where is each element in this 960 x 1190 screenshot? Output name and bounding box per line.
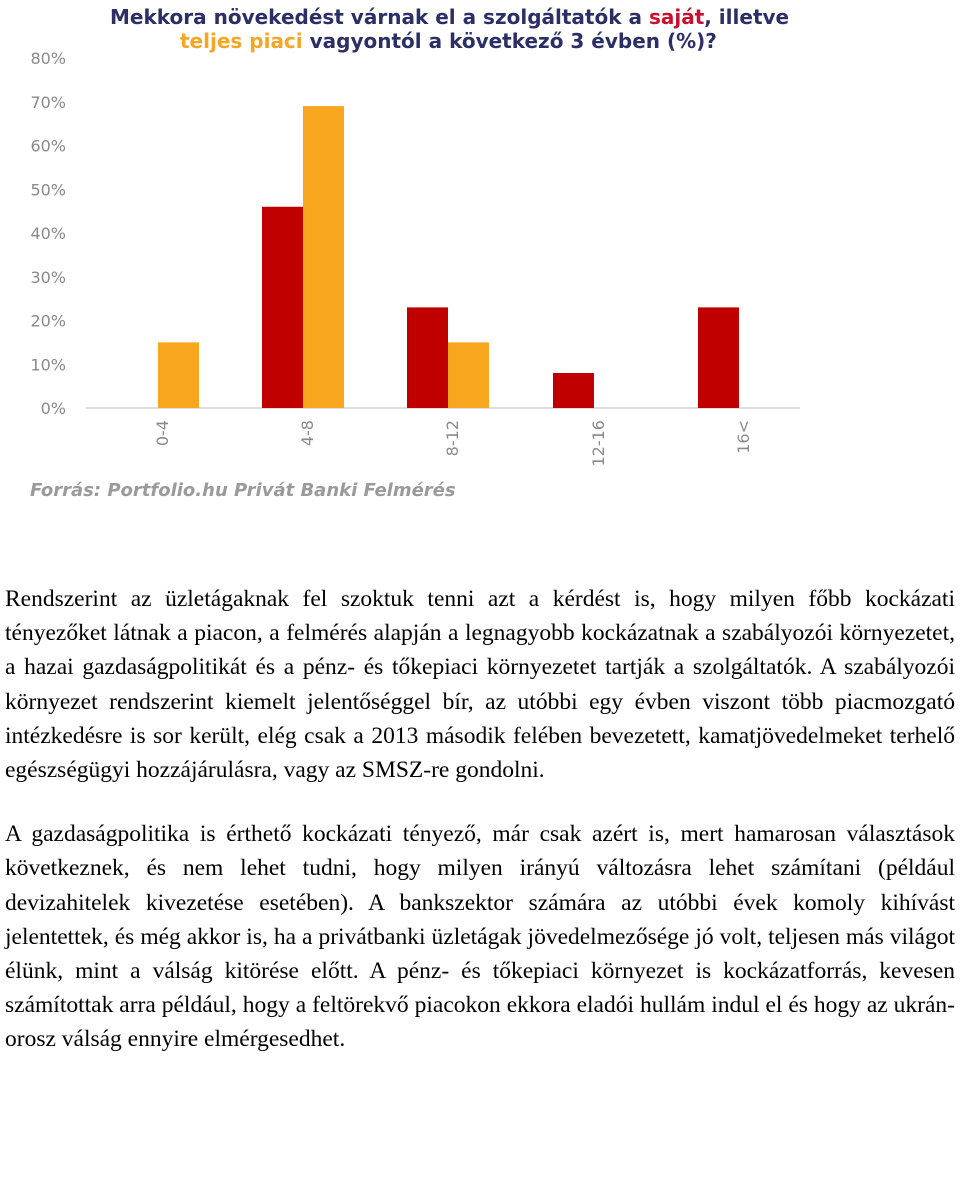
- chart-title-segment: , illetve: [704, 5, 790, 29]
- chart-title-segment: Mekkora növekedést várnak el a szolgáltatók a: [110, 5, 649, 29]
- y-tick-label: 70%: [30, 92, 66, 112]
- x-category-label: 16<: [734, 420, 753, 454]
- x-axis-category-labels: [153, 420, 753, 467]
- article-body: [5, 582, 955, 1087]
- y-tick-label: 0%: [40, 399, 66, 418]
- x-category-label: 8-12: [443, 420, 462, 457]
- y-tick-label: 40%: [30, 224, 66, 243]
- bar-chart-figure: [0, 0, 960, 520]
- bar-saját-12-16: [553, 373, 594, 408]
- chart-title-line: [180, 29, 717, 53]
- x-category-label: 4-8: [298, 420, 317, 447]
- y-axis-tick-labels: [30, 49, 66, 418]
- x-category-label: 12-16: [589, 420, 608, 467]
- chart-title-segment: vagyontól a következő 3 évben (%)?: [302, 29, 717, 53]
- x-category-label: 0-4: [153, 420, 172, 447]
- chart-title-segment: teljes piaci: [180, 29, 303, 53]
- bar-teljes-piaci-4-8: [303, 106, 344, 408]
- chart-source: Forrás: Portfolio.hu Privát Banki Felmérés: [30, 480, 456, 501]
- chart-title: [110, 5, 789, 53]
- bar-saját-8-12: [407, 307, 448, 408]
- y-tick-label: 20%: [30, 311, 66, 331]
- article-paragraph: A gazdaságpolitika is érthető kockázati tényező, már csak azért is, mert hamarosan választások következnek, és nem lehet tudni, hogy milyen irányú változásra lehet számítani (például devizahitelek kivezetése esetében). A bankszektor számára az utóbbi évek komoly kihívást jelentettek, és még akkor is, ha a privátbanki üzletágak jövedelmezősége jó volt, teljesen más világot élünk, mint a válság kitörése előtt. A pénz- és tőkepiaci környezet is kockázatforrás, kevesen számítottak arra például, hogy a feltörekvő piacokon ekkora eladói hullám indul el és hogy az ukrán-orosz válság ennyire elmérgesedhet.: [5, 821, 955, 1053]
- bars: [158, 106, 739, 408]
- y-tick-label: 60%: [30, 136, 66, 156]
- bar-teljes-piaci-8-12: [448, 342, 489, 408]
- y-tick-label: 80%: [30, 49, 66, 68]
- bar-saját-16<: [698, 307, 739, 408]
- y-tick-label: 50%: [30, 180, 66, 200]
- bar-teljes-piaci-0-4: [158, 342, 199, 408]
- chart-title-segment: saját: [648, 5, 705, 29]
- y-tick-label: 10%: [30, 355, 66, 375]
- chart-title-line: [110, 5, 789, 29]
- bar-saját-4-8: [262, 207, 303, 408]
- y-tick-label: 30%: [30, 267, 66, 287]
- article-paragraph: Rendszerint az üzletágaknak fel szoktuk tenni azt a kérdést is, hogy milyen főbb kockázati tényezőket látnak a piacon, a felmérés alapján a legnagyobb kockázatnak a szabályozói környezetet, a hazai gazdaságpolitikát és a pénz- és tőkepiaci környezetet tartják a szolgáltatók. A szabályozói környezet rendszerint kiemelt jelentőséggel bír, az utóbbi egy évben viszont több piacmozgató intézkedésre is sor került, elég csak a 2013 második felében bevezetett, kamatjövedelmeket terhelő egészségügyi hozzájárulásra, vagy az SMSZ-re gondolni.: [5, 586, 955, 784]
